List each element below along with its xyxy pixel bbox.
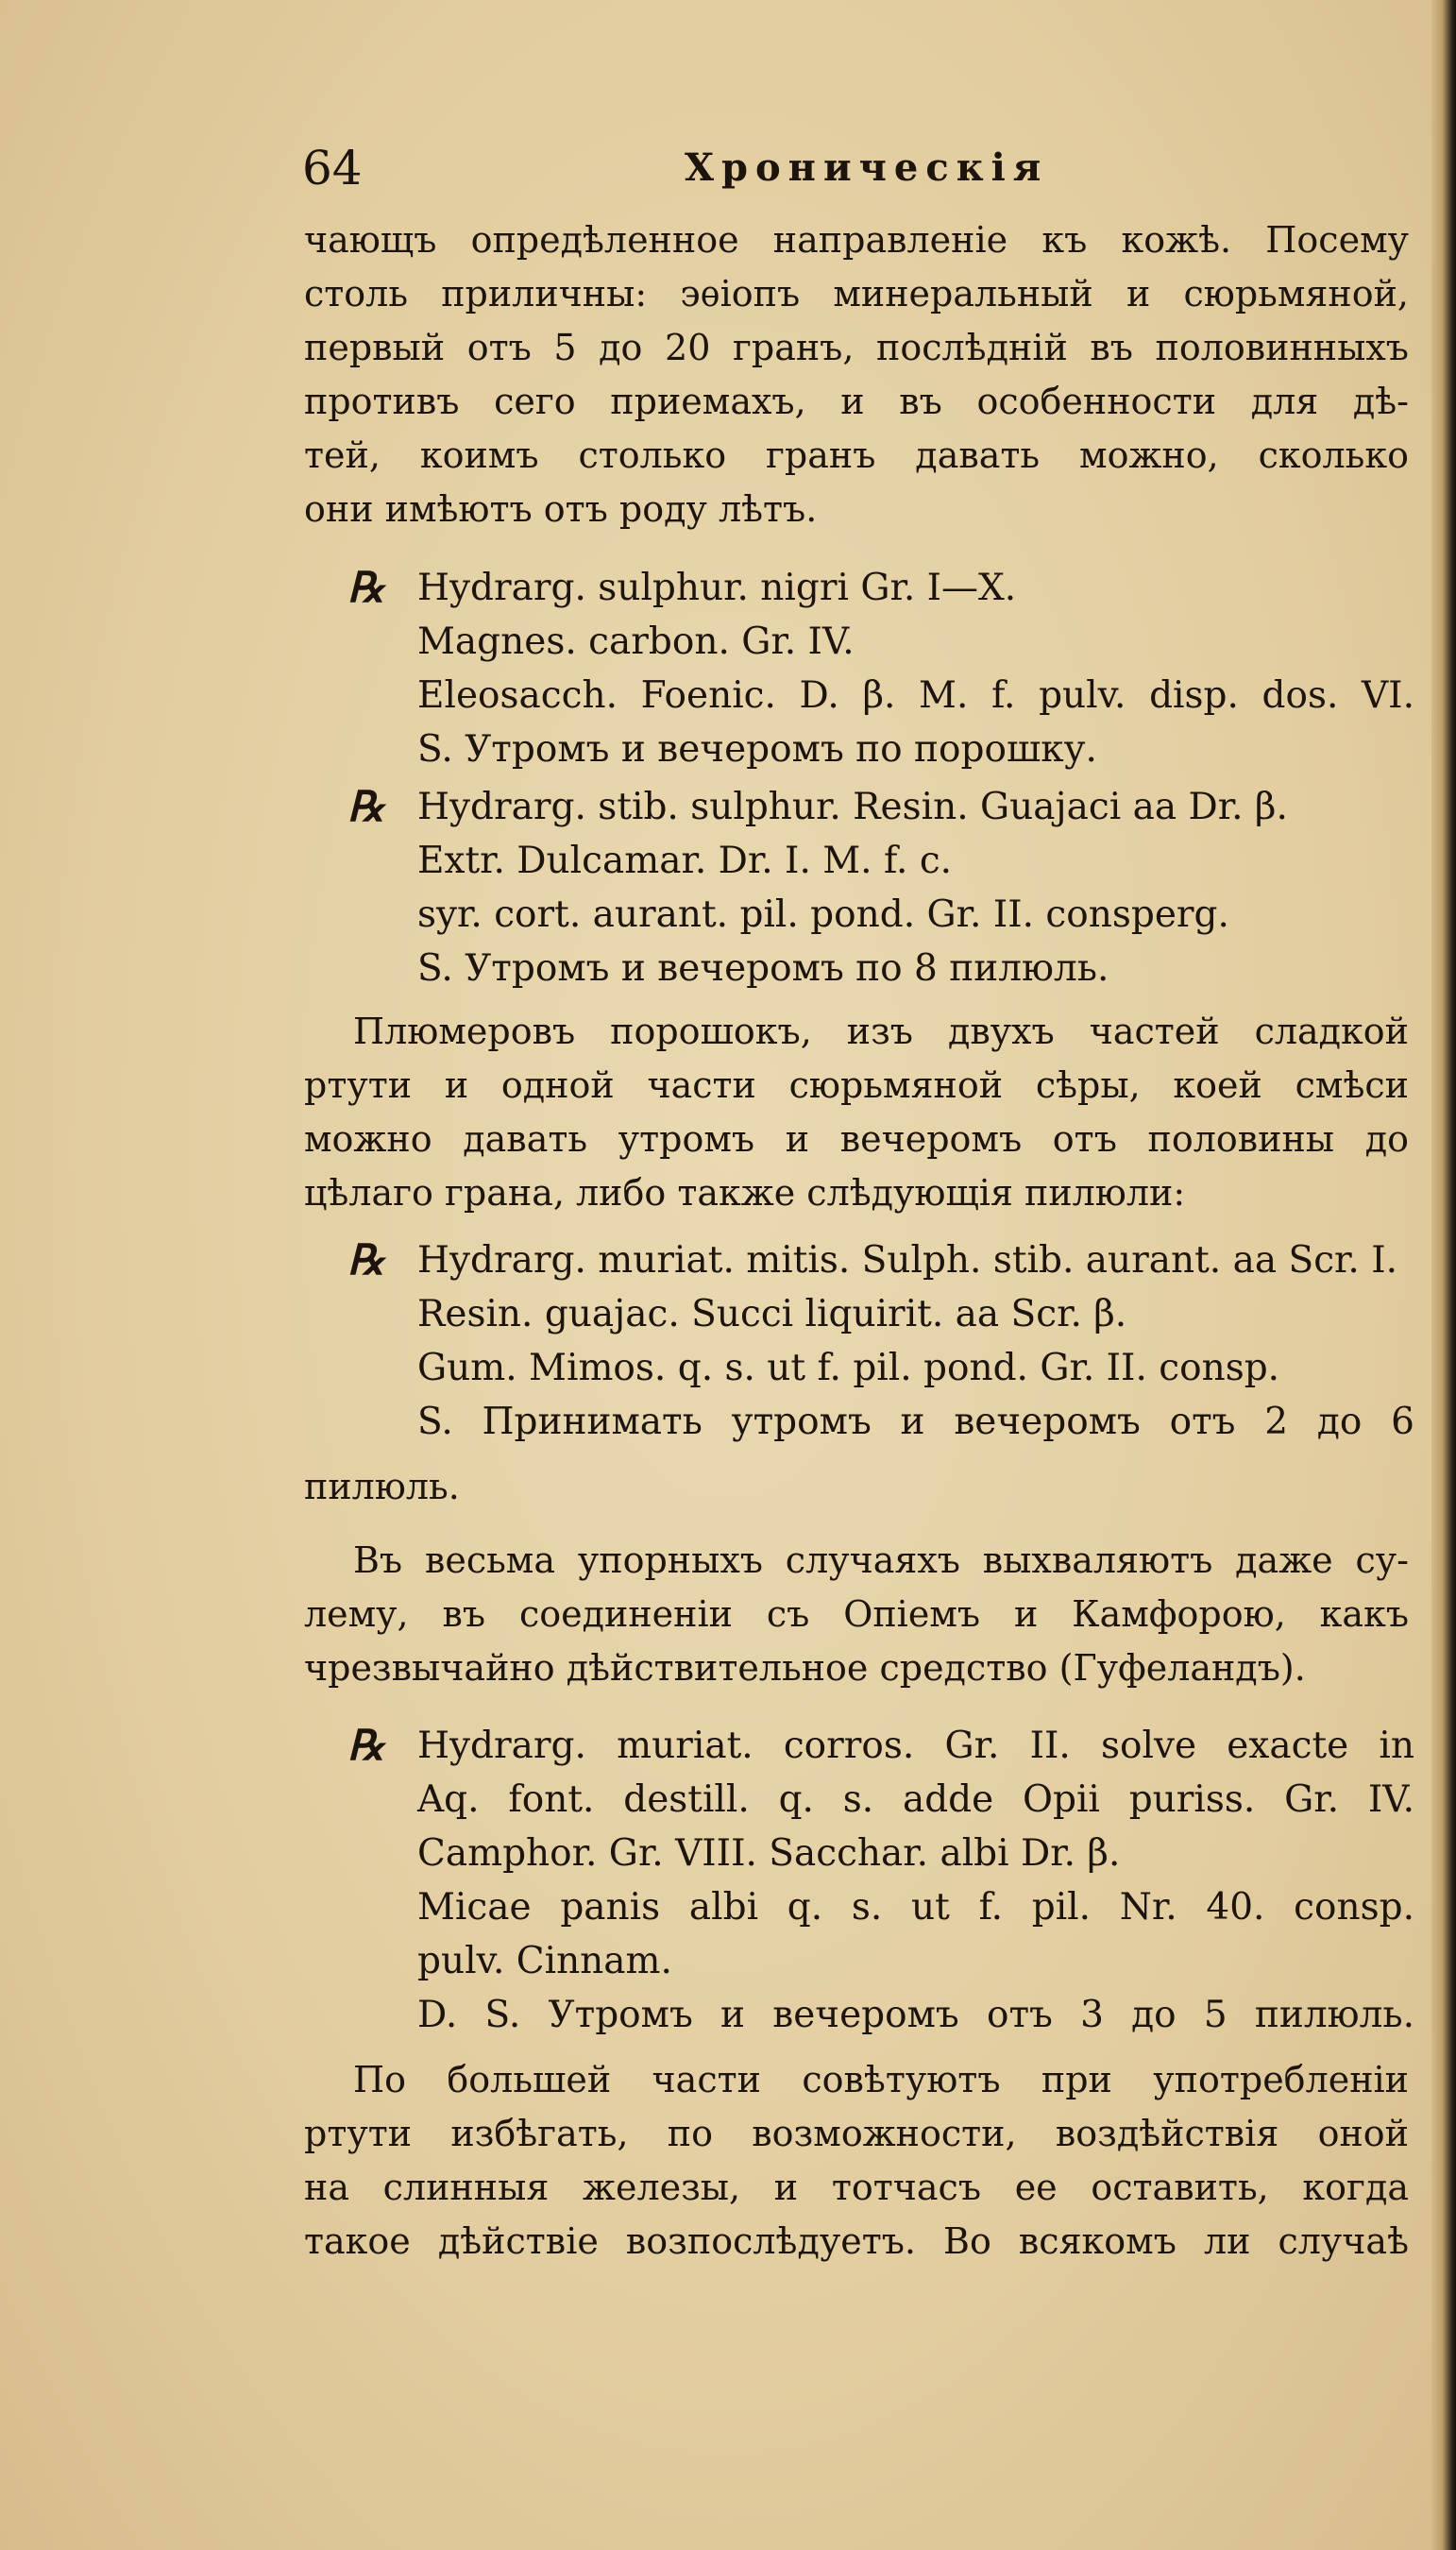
recipe-line: S. Утромъ и вечеромъ по порошку. [417,728,1097,771]
recipe-4 [347,1719,1414,2042]
text-line: ртути избѣгать, по возможности, воздѣйствія оной [304,2113,1409,2154]
page-spine-shadow [1431,0,1456,2550]
text-line: ртути и одной части сюрьмяной сѣры, коей смѣси [304,1064,1409,1106]
recipe-3 [347,1233,1414,1449]
recipe-line: Eleosacch. Foenic. D. β. M. f. pulv. disp. dos. VI. [417,674,1414,717]
recipe-line: ℞ Hydrarg. muriat. mitis. Sulph. stib. aurant. aa Scr. I. [347,1233,1414,1287]
recipe-line: Gum. Mimos. q. s. ut f. pil. pond. Gr. II. consp. [417,1347,1280,1389]
paragraph-1 [304,213,1409,536]
paragraph-4 [304,2053,1409,2269]
text-line: на слинныя железы, и тотчасъ ее оставить, когда [304,2167,1409,2208]
recipe-line: S. Принимать утромъ и вечеромъ отъ 2 до 6 [417,1401,1414,1443]
text-line: По большей части совѣтуютъ при употребленіи [353,2059,1409,2100]
text-line: можно давать утромъ и вечеромъ отъ половины до [304,1118,1409,1160]
running-head [302,140,1416,196]
rx-icon: ℞ [347,783,385,831]
recipe-line: ℞ Hydrarg. stib. sulphur. Resin. Guajaci aa Dr. β. [347,780,1414,834]
recipe-line: syr. cort. aurant. pil. pond. Gr. II. consperg. [417,893,1229,936]
recipe-line: ℞ Hydrarg. sulphur. nigri Gr. I—X. [347,561,1414,615]
text-line: чрезвычайно дѣйствительное средство (Гуфеландъ). [304,1647,1306,1689]
text-line: они имѣютъ отъ роду лѣтъ. [304,488,818,530]
recipe-3-wrap: пилюль. [304,1466,460,1507]
text-line: такое дѣйствіе возпослѣдуетъ. Во всякомъ ли случаѣ [304,2220,1409,2262]
rx-icon: ℞ [347,564,385,612]
paragraph-3 [304,1534,1409,1695]
text-line: чающъ опредѣленное направленіе къ кожѣ. Посему [304,219,1409,261]
text-line: Плюмеровъ порошокъ, изъ двухъ частей сладкой [353,1011,1409,1052]
rx-icon: ℞ [347,1722,385,1770]
text-line: столь приличны: эѳіопъ минеральный и сюрьмяной, [304,273,1409,314]
text-line: цѣлаго грана, либо также слѣдующія пилюли: [304,1172,1186,1214]
recipe-2 [347,780,1414,995]
recipe-line: Aq. font. destill. q. s. adde Opii puriss. Gr. IV. [417,1778,1414,1821]
recipe-line: ℞ Hydrarg. muriat. corros. Gr. II. solve exacte in [347,1719,1414,1773]
recipe-line: Resin. guajac. Succi liquirit. aa Scr. β. [417,1293,1127,1335]
running-title: Хроническія [685,145,1049,190]
page-number: 64 [302,141,363,196]
text-line: первый отъ 5 до 20 гранъ, послѣдній въ половинныхъ [304,327,1409,368]
rx-icon: ℞ [347,1236,385,1284]
recipe-line: Camphor. Gr. VIII. Sacchar. albi Dr. β. [417,1832,1121,1875]
recipe-line: Micae panis albi q. s. ut f. pil. Nr. 40. consp. [417,1886,1414,1929]
recipe-1 [347,561,1414,776]
text-line: противъ сего приемахъ, и въ особенности для дѣ- [304,381,1409,422]
recipe-line: Magnes. carbon. Gr. IV. [417,620,855,663]
recipe-line: pulv. Cinnam. [417,1940,672,1982]
recipe-line: D. S. Утромъ и вечеромъ отъ 3 до 5 пилюль. [417,1994,1414,2036]
text-line: Въ весьма упорныхъ случаяхъ выхваляютъ даже су- [353,1539,1409,1581]
recipe-line: Extr. Dulcamar. Dr. I. M. f. c. [417,840,953,882]
recipe-line: S. Утромъ и вечеромъ по 8 пилюль. [417,947,1109,990]
paragraph-2 [304,1005,1409,1220]
text-line: тей, коимъ столько гранъ давать можно, сколько [304,434,1409,476]
text-line: лему, въ соединеніи съ Опіемъ и Камфорою, какъ [304,1593,1409,1635]
